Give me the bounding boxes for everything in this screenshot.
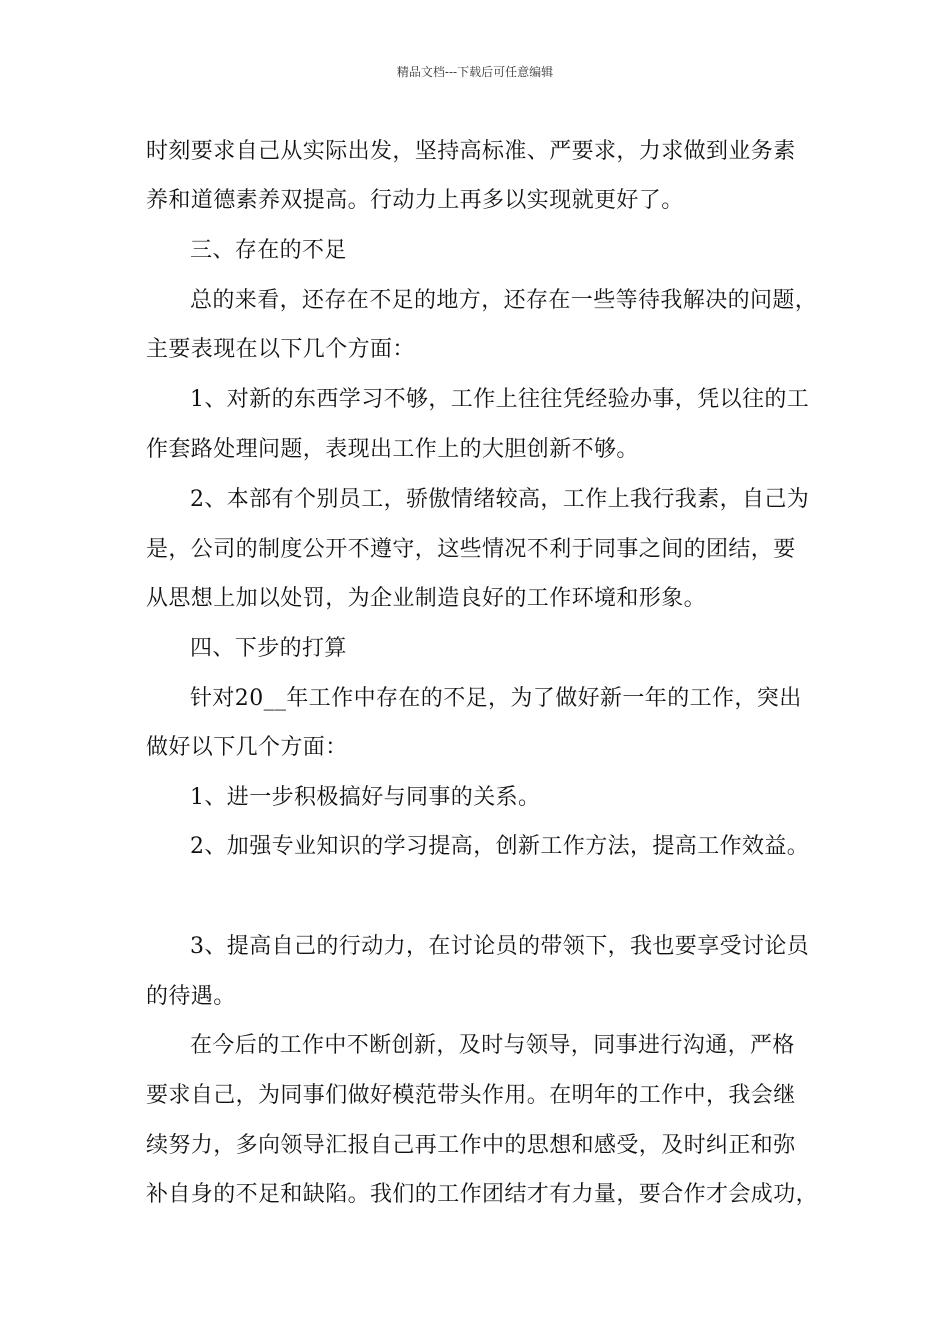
body-line: 补自身的不足和缺陷。我们的工作团结才有力量，要合作才会成功，	[146, 1182, 819, 1207]
body-line: 做好以下几个方面：	[146, 735, 348, 760]
list-item: 3、提高自己的行动力，在讨论员的带领下，我也要享受讨论员	[190, 934, 810, 959]
body-line: 总的来看，还存在不足的地方，还存在一些等待我解决的问题，	[190, 288, 818, 313]
list-item: 2、加强专业知识的学习提高，创新工作方法，提高工作效益。	[190, 834, 810, 859]
list-item: 1、进一步积极搞好与同事的关系。	[190, 785, 541, 810]
body-line: 养和道德素养双提高。行动力上再多以实现就更好了。	[146, 188, 684, 213]
section-heading: 三、存在的不足	[190, 238, 347, 263]
body-line: 是，公司的制度公开不遵守，这些情况不利于同事之间的团结，要	[146, 537, 796, 562]
page-header: 精品文档---下载后可任意编辑	[396, 65, 554, 79]
body-line: 作套路处理问题，表现出工作上的大胆创新不够。	[146, 437, 639, 462]
body-line: 主要表现在以下几个方面：	[146, 337, 415, 362]
body-line: 要求自己，为同事们做好模范带头作用。在明年的工作中，我会继	[146, 1083, 796, 1108]
body-line: 从思想上加以处罚，为企业制造良好的工作环境和形象。	[146, 586, 707, 611]
body-line: 针对20__年工作中存在的不足，为了做好新一年的工作，突出	[190, 686, 802, 711]
section-heading: 四、下步的打算	[190, 636, 347, 661]
body-line: 时刻要求自己从实际出发，坚持高标准、严要求，力求做到业务素	[146, 139, 796, 164]
body-line: 在今后的工作中不断创新，及时与领导，同事进行沟通，严格	[190, 1033, 795, 1058]
body-line: 的待遇。	[146, 984, 236, 1009]
body-line: 续努力，多向领导汇报自己再工作中的思想和感受，及时纠正和弥	[146, 1133, 796, 1158]
list-item: 2、本部有个别员工，骄傲情绪较高，工作上我行我素，自己为	[190, 487, 810, 512]
list-item: 1、对新的东西学习不够，工作上往往凭经验办事，凭以往的工	[190, 387, 810, 412]
